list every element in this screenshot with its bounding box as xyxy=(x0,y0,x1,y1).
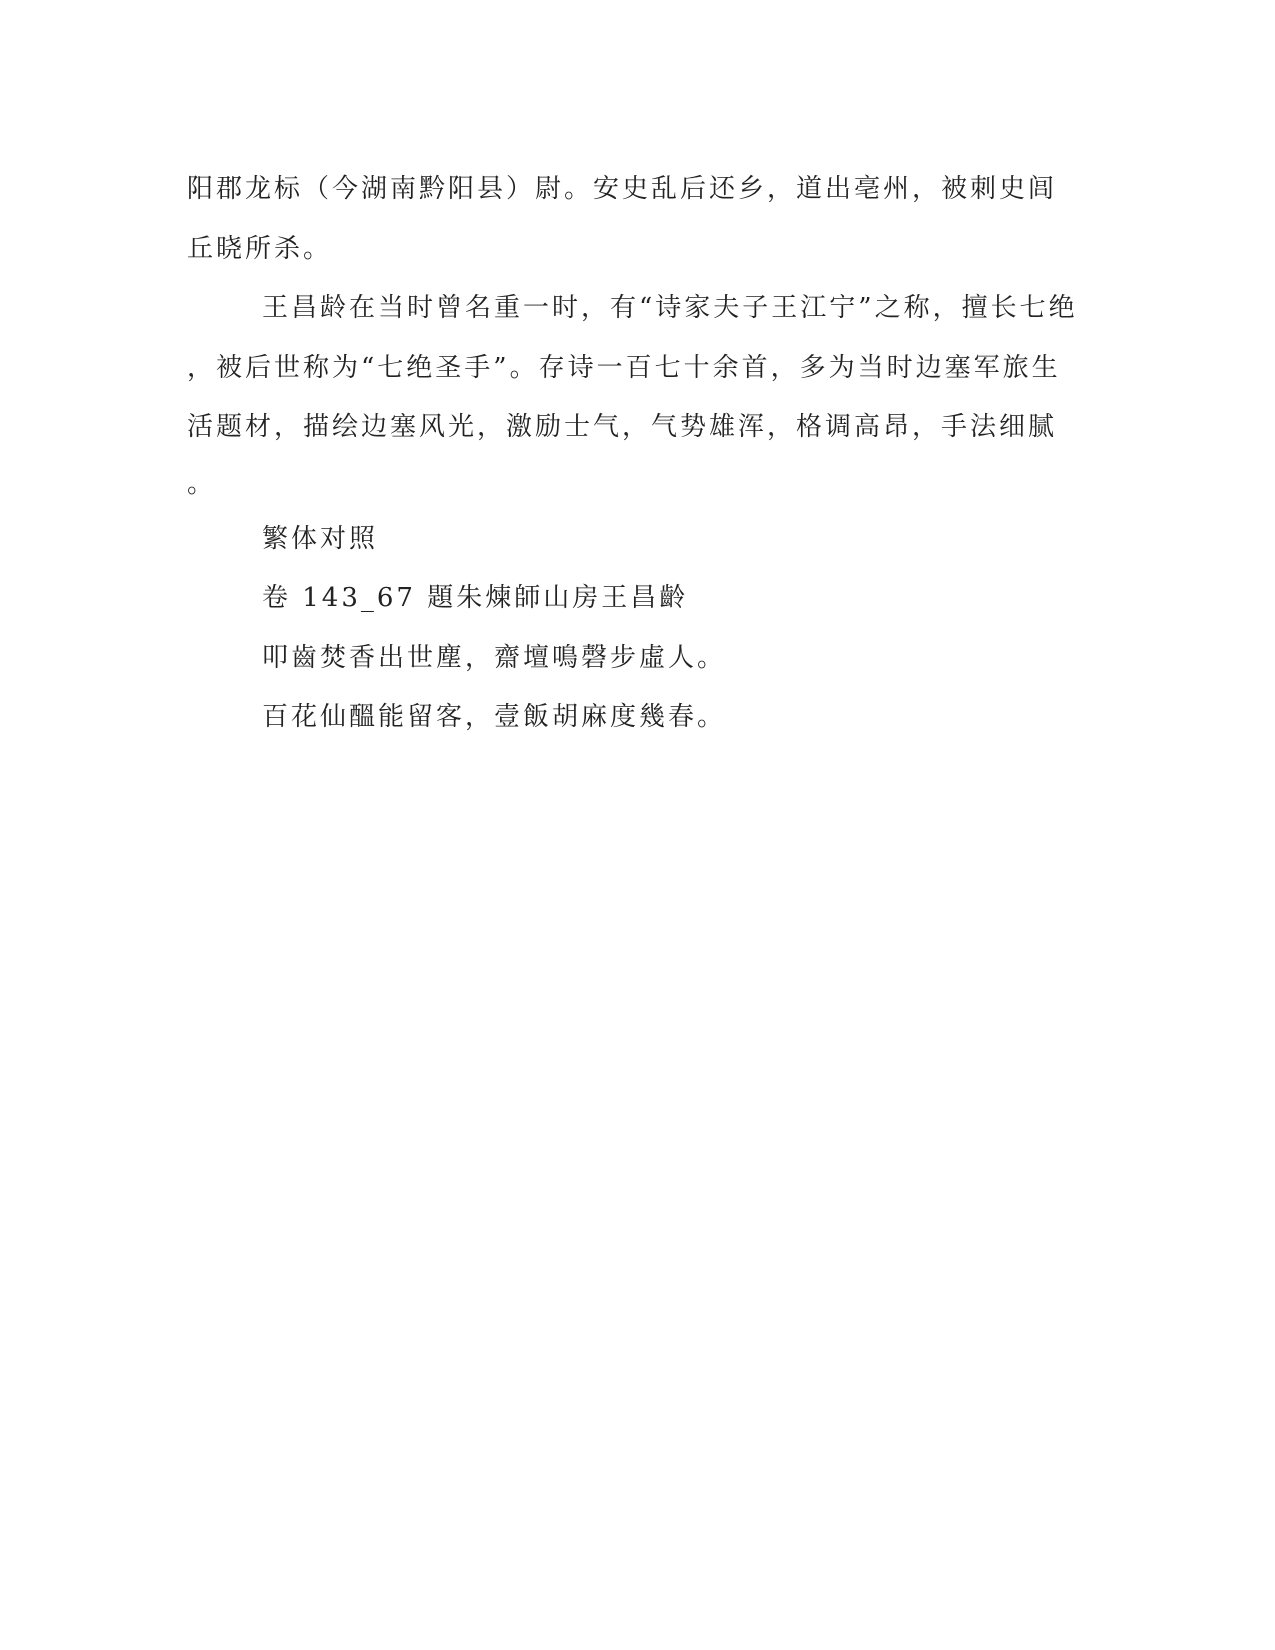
traditional-heading: 繁体对照 xyxy=(262,523,379,554)
bio-line-2: 丘晓所杀。 xyxy=(187,233,333,264)
poem-line-2: 百花仙醞能留客，壹飯胡麻度幾春。 xyxy=(262,702,727,732)
praise-line-4: 。 xyxy=(187,468,217,499)
praise-line-2: ，被后世称为“七绝圣手”。存诗一百七十余首，多为当时边塞军旅生 xyxy=(187,352,1061,383)
poem-title: 卷 143_67 題朱煉師山房王昌齡 xyxy=(262,583,689,613)
poem-line-1: 叩齒焚香出世塵，齋壇鳴磬步虛人。 xyxy=(262,642,727,673)
praise-line-1: 王昌龄在当时曾名重一时，有“诗家夫子王江宁”之称，擅长七绝 xyxy=(262,293,1078,323)
bio-line-1: 阳郡龙标（今湖南黔阳县）尉。安史乱后还乡，道出亳州，被刺史闾 xyxy=(187,174,1058,204)
praise-line-3: 活题材，描绘边塞风光，激励士气，气势雄浑，格调高昂，手法细腻 xyxy=(187,412,1058,442)
document-body xyxy=(187,160,1078,748)
